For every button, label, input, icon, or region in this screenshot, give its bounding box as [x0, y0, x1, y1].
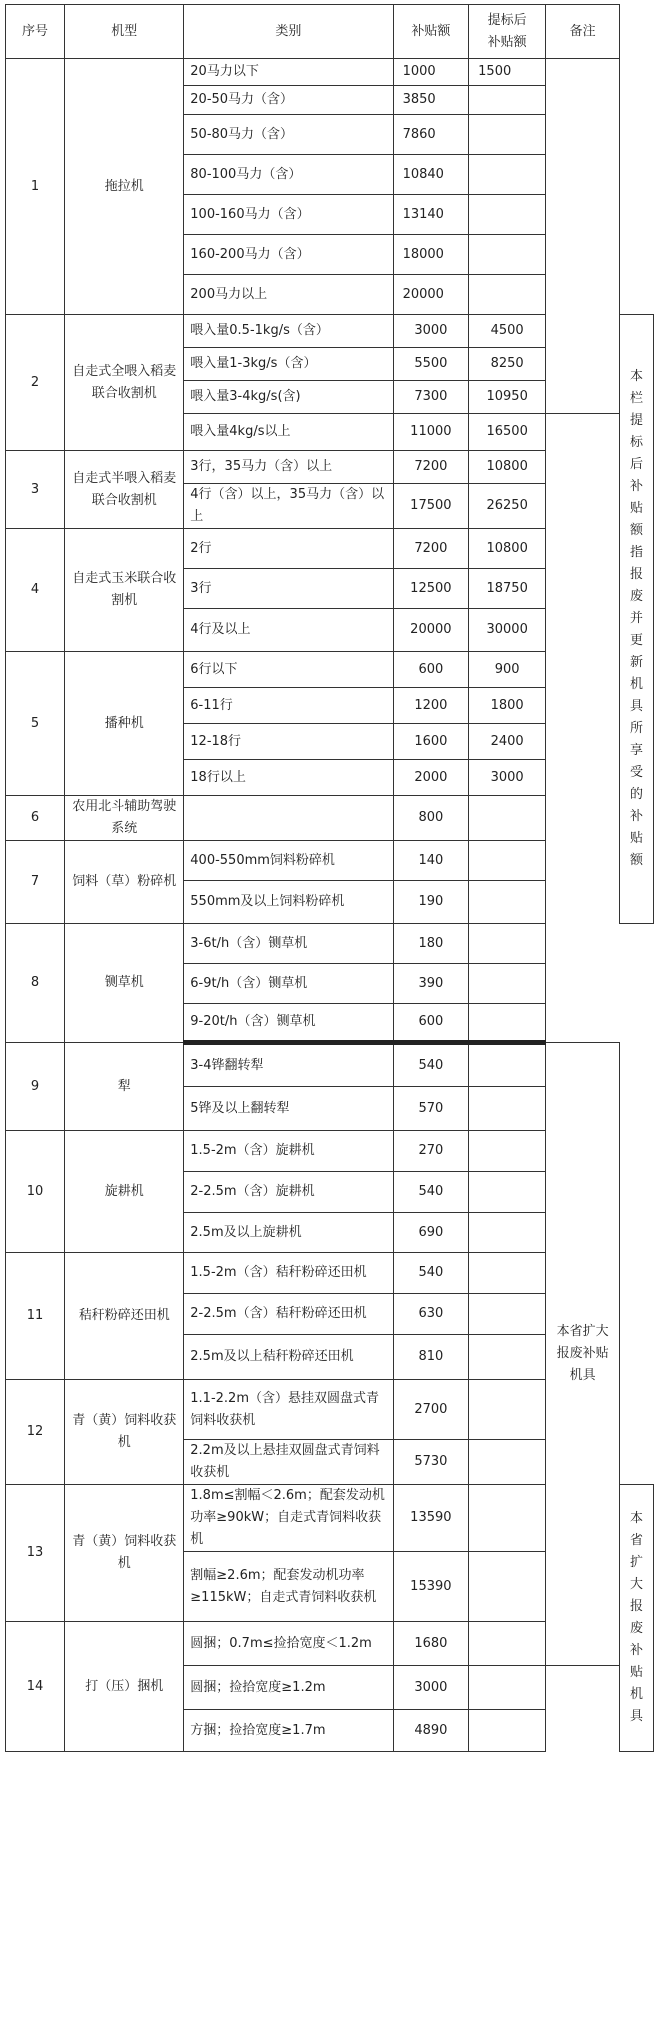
subsidy-cell: 2700 — [393, 1380, 469, 1440]
category-cell: 4行及以上 — [184, 609, 393, 652]
category-cell: 4行（含）以上，35马力（含）以上 — [184, 484, 393, 529]
row-number-cell: 14 — [6, 1622, 65, 1752]
raised-subsidy-cell — [469, 115, 546, 155]
machine-type-cell: 青（黄）饲料收获机 — [65, 1485, 184, 1622]
category-cell: 2.2m及以上悬挂双圆盘式青饲料收获机 — [184, 1440, 393, 1485]
category-cell: 200马力以上 — [184, 275, 393, 315]
subsidy-cell: 17500 — [393, 484, 469, 529]
machine-type-cell: 自走式全喂入稻麦联合收割机 — [65, 315, 184, 451]
category-cell: 20-50马力（含） — [184, 86, 393, 115]
category-cell: 2-2.5m（含）秸秆粉碎还田机 — [184, 1294, 393, 1335]
raised-subsidy-cell — [469, 1622, 546, 1666]
subsidy-cell: 180 — [393, 924, 469, 964]
table-row — [6, 59, 654, 86]
row-number-cell: 1 — [6, 59, 65, 315]
row-number-cell: 12 — [6, 1380, 65, 1485]
raised-subsidy-cell — [469, 155, 546, 195]
category-cell: 2行 — [184, 529, 393, 569]
machine-type-cell: 播种机 — [65, 652, 184, 796]
raised-subsidy-cell — [469, 86, 546, 115]
category-cell: 50-80马力（含） — [184, 115, 393, 155]
raised-subsidy-cell — [469, 1710, 546, 1752]
table-row — [6, 1043, 654, 1087]
machine-type-cell: 旋耕机 — [65, 1131, 184, 1253]
machine-type-cell: 自走式玉米联合收割机 — [65, 529, 184, 652]
machine-type-cell: 打（压）捆机 — [65, 1622, 184, 1752]
machine-type-cell: 犁 — [65, 1043, 184, 1131]
category-cell: 3-6t/h（含）铡草机 — [184, 924, 393, 964]
category-cell: 圆捆；捡拾宽度≥1.2m — [184, 1666, 393, 1710]
category-cell: 2.5m及以上秸秆粉碎还田机 — [184, 1335, 393, 1380]
subsidy-cell: 390 — [393, 964, 469, 1004]
category-cell: 6行以下 — [184, 652, 393, 688]
subsidy-cell: 13140 — [393, 195, 469, 235]
raised-subsidy-cell — [469, 1131, 546, 1172]
machine-type-cell: 秸秆粉碎还田机 — [65, 1253, 184, 1380]
raised-subsidy-cell: 18750 — [469, 569, 546, 609]
raised-subsidy-cell — [469, 275, 546, 315]
machine-type-cell: 农用北斗辅助驾驶系统 — [65, 796, 184, 841]
category-cell: 1.1-2.2m（含）悬挂双圆盘式青饲料收获机 — [184, 1380, 393, 1440]
category-cell: 160-200马力（含） — [184, 235, 393, 275]
raised-subsidy-cell: 10800 — [469, 451, 546, 484]
subsidy-cell: 540 — [393, 1172, 469, 1213]
category-cell — [184, 796, 393, 841]
subsidy-cell: 10840 — [393, 155, 469, 195]
subsidy-cell: 810 — [393, 1335, 469, 1380]
raised-subsidy-cell — [469, 796, 546, 841]
raised-subsidy-cell: 1800 — [469, 688, 546, 724]
subsidy-cell: 7200 — [393, 529, 469, 569]
subsidy-cell: 15390 — [393, 1552, 469, 1622]
subsidy-cell: 20000 — [393, 275, 469, 315]
raised-subsidy-cell — [469, 195, 546, 235]
subsidy-cell: 13590 — [393, 1485, 469, 1552]
category-cell: 喂入量1-3kg/s（含） — [184, 348, 393, 381]
category-cell: 3行 — [184, 569, 393, 609]
category-cell: 圆捆；0.7m≤捡拾宽度＜1.2m — [184, 1622, 393, 1666]
raised-subsidy-cell: 8250 — [469, 348, 546, 381]
raised-subsidy-cell — [469, 1213, 546, 1253]
category-cell: 1.8m≤割幅＜2.6m；配套发动机功率≥90kW；自走式青饲料收获机 — [184, 1485, 393, 1552]
header-cell: 机型 — [65, 5, 184, 59]
raised-subsidy-cell — [469, 1004, 546, 1043]
category-cell: 550mm及以上饲料粉碎机 — [184, 881, 393, 924]
subsidy-cell: 630 — [393, 1294, 469, 1335]
machine-type-cell: 拖拉机 — [65, 59, 184, 315]
subsidy-cell: 18000 — [393, 235, 469, 275]
category-cell: 12-18行 — [184, 724, 393, 760]
raised-subsidy-cell — [469, 1440, 546, 1485]
row-number-cell: 3 — [6, 451, 65, 529]
raised-subsidy-cell: 4500 — [469, 315, 546, 348]
category-cell: 方捆；捡拾宽度≥1.7m — [184, 1710, 393, 1752]
subsidy-cell: 1680 — [393, 1622, 469, 1666]
subsidy-cell: 12500 — [393, 569, 469, 609]
table-row — [6, 796, 654, 841]
subsidy-cell: 600 — [393, 1004, 469, 1043]
row-number-cell: 13 — [6, 1485, 65, 1622]
raised-subsidy-cell: 10950 — [469, 381, 546, 414]
subsidy-cell: 690 — [393, 1213, 469, 1253]
raised-subsidy-cell: 26250 — [469, 484, 546, 529]
subsidy-cell: 2000 — [393, 760, 469, 796]
raised-subsidy-cell — [469, 964, 546, 1004]
machine-type-cell: 自走式半喂入稻麦联合收割机 — [65, 451, 184, 529]
header-row — [6, 5, 654, 59]
category-cell: 1.5-2m（含）秸秆粉碎还田机 — [184, 1253, 393, 1294]
raised-subsidy-cell — [469, 1380, 546, 1440]
category-cell: 喂入量3-4kg/s(含) — [184, 381, 393, 414]
subsidy-cell: 7200 — [393, 451, 469, 484]
subsidy-cell: 1000 — [393, 59, 469, 86]
row-number-cell: 6 — [6, 796, 65, 841]
subsidy-cell: 7860 — [393, 115, 469, 155]
row-number-cell: 8 — [6, 924, 65, 1043]
machine-type-cell: 饲料（草）粉碎机 — [65, 841, 184, 924]
subsidy-cell: 3850 — [393, 86, 469, 115]
subsidy-cell: 1200 — [393, 688, 469, 724]
header-cell: 备注 — [546, 5, 620, 59]
raised-subsidy-cell — [469, 1335, 546, 1380]
raised-subsidy-cell: 1500 — [469, 59, 546, 86]
category-cell: 6-9t/h（含）铡草机 — [184, 964, 393, 1004]
category-cell: 5铧及以上翻转犁 — [184, 1087, 393, 1131]
subsidy-cell: 270 — [393, 1131, 469, 1172]
row-number-cell: 2 — [6, 315, 65, 451]
raised-subsidy-cell — [469, 924, 546, 964]
row-number-cell: 4 — [6, 529, 65, 652]
subsidy-cell: 800 — [393, 796, 469, 841]
raised-subsidy-cell — [469, 1294, 546, 1335]
subsidy-cell: 20000 — [393, 609, 469, 652]
category-cell: 400-550mm饲料粉碎机 — [184, 841, 393, 881]
table-row — [6, 529, 654, 569]
raised-subsidy-cell — [469, 1666, 546, 1710]
raised-subsidy-cell: 16500 — [469, 414, 546, 451]
subsidy-cell: 140 — [393, 841, 469, 881]
category-cell: 3行，35马力（含）以上 — [184, 451, 393, 484]
raised-subsidy-cell: 900 — [469, 652, 546, 688]
category-cell: 2-2.5m（含）旋耕机 — [184, 1172, 393, 1213]
table-row — [6, 451, 654, 484]
machine-type-cell: 铡草机 — [65, 924, 184, 1043]
category-cell: 割幅≥2.6m；配套发动机功率≥115kW；自走式青饲料收获机 — [184, 1552, 393, 1622]
subsidy-table — [5, 4, 654, 1752]
raised-subsidy-cell: 3000 — [469, 760, 546, 796]
raised-subsidy-cell — [469, 841, 546, 881]
subsidy-cell: 7300 — [393, 381, 469, 414]
remark-cell: 本省扩大报废补贴机具 — [619, 1485, 653, 1752]
raised-subsidy-cell — [469, 1253, 546, 1294]
category-cell: 6-11行 — [184, 688, 393, 724]
header-cell: 序号 — [6, 5, 65, 59]
raised-subsidy-cell — [469, 1552, 546, 1622]
subsidy-cell: 4890 — [393, 1710, 469, 1752]
row-number-cell: 11 — [6, 1253, 65, 1380]
raised-subsidy-cell — [469, 1172, 546, 1213]
row-number-cell: 10 — [6, 1131, 65, 1253]
machine-type-cell: 青（黄）饲料收获机 — [65, 1380, 184, 1485]
subsidy-cell: 1600 — [393, 724, 469, 760]
header-cell: 类别 — [184, 5, 393, 59]
subsidy-cell: 5500 — [393, 348, 469, 381]
category-cell: 1.5-2m（含）旋耕机 — [184, 1131, 393, 1172]
subsidy-cell: 540 — [393, 1253, 469, 1294]
subsidy-cell: 3000 — [393, 315, 469, 348]
table-row — [6, 652, 654, 688]
category-cell: 3-4铧翻转犁 — [184, 1043, 393, 1087]
category-cell: 18行以上 — [184, 760, 393, 796]
remark-cell: 本栏提标后补贴额指报废并更新机具所享受的补贴额 — [619, 315, 653, 924]
header-cell: 提标后 补贴额 — [469, 5, 546, 59]
subsidy-cell: 11000 — [393, 414, 469, 451]
category-cell: 100-160马力（含） — [184, 195, 393, 235]
raised-subsidy-cell: 10800 — [469, 529, 546, 569]
subsidy-cell: 190 — [393, 881, 469, 924]
subsidy-cell: 3000 — [393, 1666, 469, 1710]
category-cell: 80-100马力（含） — [184, 155, 393, 195]
raised-subsidy-cell: 30000 — [469, 609, 546, 652]
row-number-cell: 5 — [6, 652, 65, 796]
row-number-cell: 7 — [6, 841, 65, 924]
category-cell: 9-20t/h（含）铡草机 — [184, 1004, 393, 1043]
raised-subsidy-cell — [469, 1043, 546, 1087]
raised-subsidy-cell: 2400 — [469, 724, 546, 760]
raised-subsidy-cell — [469, 1485, 546, 1552]
row-number-cell: 9 — [6, 1043, 65, 1131]
raised-subsidy-cell — [469, 881, 546, 924]
raised-subsidy-cell — [469, 1087, 546, 1131]
raised-subsidy-cell — [469, 235, 546, 275]
subsidy-cell: 600 — [393, 652, 469, 688]
category-cell: 2.5m及以上旋耕机 — [184, 1213, 393, 1253]
header-cell: 补贴额 — [393, 5, 469, 59]
remark-cell: 本省扩大报废补贴机具 — [546, 1043, 620, 1666]
table-row — [6, 924, 654, 964]
category-cell: 20马力以下 — [184, 59, 393, 86]
remark-cell — [546, 59, 620, 414]
subsidy-cell: 540 — [393, 1043, 469, 1087]
subsidy-cell: 5730 — [393, 1440, 469, 1485]
subsidy-cell: 570 — [393, 1087, 469, 1131]
table-row — [6, 841, 654, 881]
category-cell: 喂入量4kg/s以上 — [184, 414, 393, 451]
category-cell: 喂入量0.5-1kg/s（含） — [184, 315, 393, 348]
